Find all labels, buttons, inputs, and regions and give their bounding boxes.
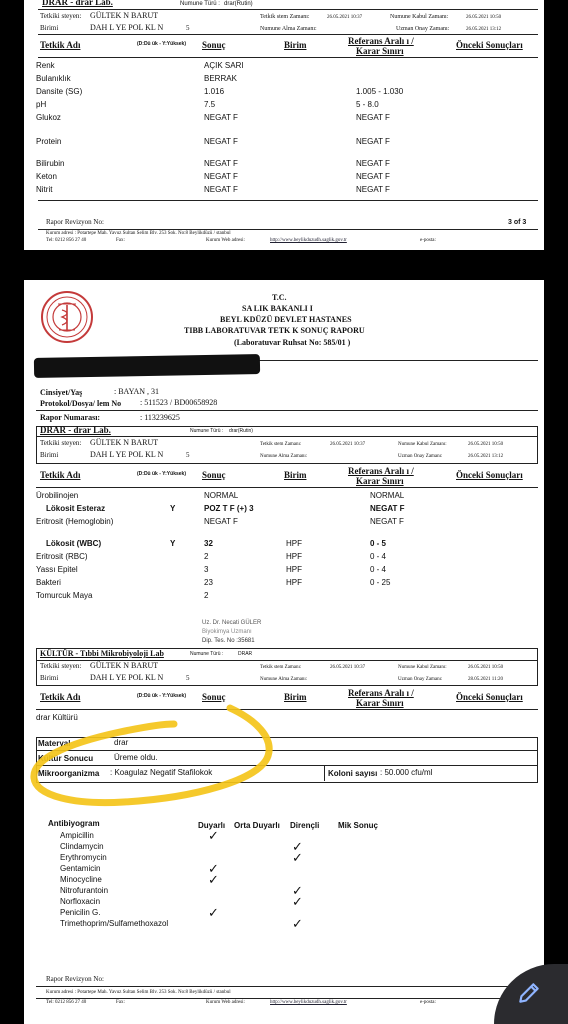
col-ref-2: Karar Sınırı: [356, 46, 404, 56]
footer-fax: Fax:: [116, 238, 125, 243]
col-result: Sonuç: [202, 40, 226, 50]
row-result: NEGAT F: [204, 137, 238, 146]
unit: DAH L YE POL KL N: [90, 23, 164, 32]
report-page-3-footer: [24, 236, 544, 250]
row-test-name: Bulanıklık: [36, 74, 71, 83]
row-reference: NEGAT F: [356, 113, 390, 122]
row-result: 32: [204, 539, 213, 548]
protocol-label: Protokol/Dosya/ lem No: [40, 399, 122, 408]
unit-no: 5: [186, 24, 190, 32]
susceptible-check-icon: ✓: [208, 872, 219, 887]
page-number: 3 of 3: [508, 219, 527, 226]
row-test-name: Tomurcuk Maya: [36, 591, 93, 600]
row-test-name: Eritrosit (Hemoglobin): [36, 517, 114, 526]
col-unit: Birim: [284, 470, 307, 480]
row-test-name: Bilirubin: [36, 159, 65, 168]
culture-result-label: Kültür Sonucu: [38, 754, 94, 763]
col-flag: (D:Dü ük - Y:Yüksek): [137, 471, 186, 477]
ab-col-s: Duyarlı: [198, 821, 226, 830]
drar-requester-label: Tetkiki steyen:: [40, 439, 82, 447]
culture-result: Üreme oldu.: [114, 753, 158, 762]
culture-col-ref-1: Referans Aralı ı /: [348, 688, 414, 698]
footer-email-2: e-posta:: [420, 1000, 436, 1005]
resistant-check-icon: ✓: [292, 839, 303, 854]
resistant-check-icon: ✓: [292, 883, 303, 898]
drar-request-time: 26.05.2021 10:37: [330, 442, 366, 447]
row-result: BERRAK: [204, 74, 237, 83]
redaction: [34, 354, 260, 378]
signature-diploma: Dip. Tes. No :35681: [202, 638, 255, 644]
colony-count: : 50.000 cfu/ml: [380, 768, 433, 777]
requester: GÜLTEK N BARUT: [90, 11, 159, 20]
row-result: 2: [204, 552, 209, 561]
signature-title: Biyokimya Uzmanı: [202, 629, 252, 635]
culture-requester-label: Tetkiki steyen:: [40, 662, 82, 670]
row-reference: NEGAT F: [356, 172, 390, 181]
row-result: 7.5: [204, 100, 216, 109]
protocol: : 511523 / BD00658928: [140, 398, 218, 407]
resistant-check-icon: ✓: [292, 916, 303, 931]
row-reference: NEGAT F: [370, 517, 404, 526]
col-prev: Önceki Sonuçları: [456, 40, 523, 50]
susceptible-check-icon: ✓: [208, 905, 219, 920]
request-time: 26.05.2021 10:37: [327, 15, 363, 20]
col-result: Sonuç: [202, 470, 226, 480]
footer-web-label-2: Kurum Web adresi:: [206, 1000, 245, 1005]
ab-col-name: Antibiyogram: [48, 819, 100, 828]
row-test-name: Lökosit (WBC): [46, 539, 102, 548]
culture-approval-time: 28.05.2021 11:20: [468, 677, 503, 682]
ministry-logo: [40, 290, 94, 344]
row-reference: 1.005 - 1.030: [356, 87, 404, 96]
requester-label: Tetkiki steyen:: [40, 12, 82, 20]
drar-accept-time: 26.05.2021 10:50: [468, 442, 504, 447]
row-reference: 0 - 5: [370, 539, 387, 548]
culture-unit: DAH L YE POL KL N: [90, 673, 164, 682]
title-report: TIBB LABORATUVAR TETK K SONUÇ RAPORU: [184, 326, 365, 335]
row-reference: NEGAT F: [356, 137, 390, 146]
antibiotic-name: Clindamycin: [60, 842, 104, 851]
material: drar: [114, 738, 129, 747]
culture-col-ref-2: Karar Sınırı: [356, 698, 404, 708]
sample-type: drar(Rutin): [224, 1, 253, 7]
title-tc: T.C.: [272, 293, 287, 302]
row-reference: 0 - 25: [370, 578, 391, 587]
organism: : Koagulaz Negatif Stafilokok: [110, 768, 213, 777]
signature-name: Uz. Dr. Necati GÜLER: [202, 620, 262, 626]
col-ref-1: Referans Aralı ı /: [348, 466, 414, 476]
antibiotic-name: Minocycline: [60, 875, 102, 884]
antibiotic-name: Nitrofurantoin: [60, 886, 109, 895]
culture-col-unit: Birim: [284, 692, 307, 702]
organism-label: Mikroorganizma: [38, 769, 100, 778]
culture-section-title: KÜLTÜR - Tıbbi Mikrobiyoloji Lab: [40, 649, 164, 658]
title-license: (Laboratuvar Ruhsat No: 585/01 ): [234, 338, 351, 347]
row-result: AÇIK SARI: [204, 61, 244, 70]
row-test-name: Yassı Epitel: [36, 565, 78, 574]
row-result: POZ T F (+) 3: [204, 504, 254, 513]
row-test-name: Protein: [36, 137, 62, 146]
row-flag: Y: [170, 504, 176, 513]
culture-accept-time-label: Numune Kabul Zamanı:: [398, 665, 447, 670]
drar-sample-type-label: Numune Türü :: [190, 428, 224, 434]
accept-time: 26.05.2021 10:50: [466, 15, 502, 20]
drar-sample-type: drar(Rutin): [229, 428, 253, 434]
row-unit: HPF: [286, 539, 302, 548]
section-title: DRAR - drar Lab.: [42, 0, 113, 7]
colony-label: Koloni sayısı: [328, 769, 378, 778]
revision-label: Rapor Revizyon No:: [46, 218, 104, 226]
report-page-1: [24, 280, 544, 1024]
ab-col-i: Orta Duyarlı: [234, 821, 280, 830]
sampling-time-label: Numune Alma Zamanı:: [260, 26, 317, 32]
culture-accept-time: 26.05.2021 10:50: [468, 665, 504, 670]
culture-requester: GÜLTEK N BARUT: [90, 661, 159, 670]
footer-email: e-posta:: [420, 238, 436, 243]
material-label: Materyal: [38, 739, 71, 748]
resistant-check-icon: ✓: [292, 850, 303, 865]
request-time-label: Tetkik stem Zamanı:: [260, 14, 310, 20]
drar-unit-label: Birimi: [40, 451, 59, 459]
drar-sampling-time-label: Numune Alma Zamanı:: [260, 454, 308, 459]
row-test-name: Renk: [36, 61, 55, 70]
footer-tel-2: Tel: 0212 856 27 40: [46, 1000, 87, 1005]
unit-label: Birimi: [40, 24, 59, 32]
row-reference: NEGAT F: [356, 159, 390, 168]
row-reference: 5 - 8.0: [356, 100, 379, 109]
footer-tel: Tel: 0212 856 27 40: [46, 238, 87, 243]
drar-unit-no: 5: [186, 451, 190, 459]
col-prev: Önceki Sonuçları: [456, 470, 523, 480]
title-ministry: SA LIK BAKANLI I: [242, 304, 313, 313]
col-ref-2: Karar Sınırı: [356, 476, 404, 486]
row-test-name: Nitrit: [36, 185, 53, 194]
culture-sample-type: DRAR: [238, 651, 253, 657]
row-test-name: Lökosit Esteraz: [46, 504, 106, 513]
footer-web-label: Kurum Web adresi:: [206, 238, 245, 243]
col-ref-1: Referans Aralı ı /: [348, 36, 414, 46]
drar-accept-time-label: Numune Kabul Zamanı:: [398, 442, 447, 447]
row-test-name: Glukoz: [36, 113, 61, 122]
accept-time-label: Numune Kabul Zamanı:: [390, 14, 449, 20]
report-number: : 113239625: [140, 413, 180, 422]
footer-fax-2: Fax:: [116, 1000, 125, 1005]
antibiotic-name: Trimethoprim/Sulfamethoxazol: [60, 919, 169, 928]
row-flag: Y: [170, 539, 176, 548]
culture-col-prev: Önceki Sonuçları: [456, 692, 523, 702]
approval-time-label: Uzman Onay Zamanı:: [396, 26, 450, 32]
gender: : BAYAN , 31: [114, 387, 160, 396]
row-result: NEGAT F: [204, 185, 238, 194]
footer-address-2: Kurum adresi : Potartepe Mah. Yavuz Sultan Selim Blv. 253 Sok. No:8 Beylikdüzü / stanbul: [46, 990, 231, 995]
row-test-name: Bakteri: [36, 578, 61, 587]
culture-sample-type-label: Numune Türü :: [190, 651, 224, 657]
row-result: NEGAT F: [204, 113, 238, 122]
row-test-name: Eritrosit (RBC): [36, 552, 88, 561]
row-result: 1.016: [204, 87, 225, 96]
culture-col-flag: (D:Dü ük - Y:Yüksek): [137, 693, 186, 699]
culture-col-test: Tetkik Adı: [40, 692, 81, 702]
footer-address: Kurum adresi : Potartepe Mah. Yavuz Sultan Selim Blv. 253 Sok. No:8 Beylikdüzü / stanbul: [46, 231, 231, 236]
row-result: NORMAL: [204, 491, 239, 500]
row-reference: NORMAL: [370, 491, 405, 500]
gender-label: Cinsiyet/Yaş: [40, 388, 83, 397]
row-reference: NEGAT F: [356, 185, 390, 194]
report-number-label: Rapor Numarası:: [40, 413, 101, 422]
resistant-check-icon: ✓: [292, 894, 303, 909]
footer-web[interactable]: http://www.beylikduzudh.saglik.gov.tr: [270, 238, 347, 243]
antibiotic-name: Norfloxacin: [60, 897, 101, 906]
row-test-name: Keton: [36, 172, 57, 181]
drar-requester: GÜLTEK N BARUT: [90, 438, 159, 447]
drar-unit: DAH L YE POL KL N: [90, 450, 164, 459]
drar-section-title: DRAR - drar Lab.: [40, 425, 111, 435]
drar-approval-time: 26.05.2021 13:12: [468, 454, 504, 459]
col-test: Tetkik Adı: [40, 40, 81, 50]
pencil-icon: [516, 980, 542, 1006]
row-result: NEGAT F: [204, 172, 238, 181]
culture-approval-time-label: Uzman Onay Zamanı:: [398, 677, 443, 682]
row-test-name: pH: [36, 100, 47, 109]
row-result: NEGAT F: [204, 159, 238, 168]
row-test-name: Ürobilinojen: [36, 491, 79, 500]
culture-unit-no: 5: [186, 674, 190, 682]
antibiotic-name: Gentamicin: [60, 864, 101, 873]
col-flag: (D:Dü ük - Y:Yüksek): [137, 41, 186, 47]
row-unit: HPF: [286, 578, 302, 587]
row-result: NEGAT F: [204, 517, 238, 526]
antibiotic-name: Ampicillin: [60, 831, 94, 840]
row-unit: HPF: [286, 552, 302, 561]
col-unit: Birim: [284, 40, 307, 50]
row-reference: 0 - 4: [370, 552, 387, 561]
row-reference: 0 - 4: [370, 565, 387, 574]
row-unit: HPF: [286, 565, 302, 574]
sample-type-label: Numune Türü :: [180, 1, 220, 7]
col-test: Tetkik Adı: [40, 470, 81, 480]
ab-col-r: Dirençli: [290, 821, 320, 830]
report-page-3: [24, 0, 544, 236]
susceptible-check-icon: ✓: [208, 861, 219, 876]
drar-request-time-label: Tetkik stem Zamanı:: [260, 442, 302, 447]
ab-col-mic: Mik Sonuç: [338, 821, 379, 830]
row-result: 23: [204, 578, 213, 587]
antibiotic-name: Erythromycin: [60, 853, 107, 862]
culture-request-time-label: Tetkik stem Zamanı:: [260, 665, 302, 670]
row-reference: NEGAT F: [370, 504, 405, 513]
row-test-name: Dansite (SG): [36, 87, 83, 96]
culture-request-time: 26.05.2021 10:37: [330, 665, 366, 670]
row-result: 3: [204, 565, 209, 574]
revision-label-2: Rapor Revizyon No:: [46, 975, 104, 983]
highlighter-annotation: [24, 698, 294, 818]
drar-approval-time-label: Uzman Onay Zamanı:: [398, 454, 443, 459]
title-hospital: BEYL KDÜZÜ DEVLET HASTANES: [220, 315, 352, 324]
footer-web-2[interactable]: http://www.beylikduzudh.saglik.gov.tr: [270, 1000, 347, 1005]
culture-unit-label: Birimi: [40, 674, 59, 682]
culture-row: drar Kültürü: [36, 713, 78, 722]
antibiotic-name: Penicilin G.: [60, 908, 101, 917]
culture-sampling-time-label: Numune Alma Zamanı:: [260, 677, 308, 682]
culture-col-result: Sonuç: [202, 692, 226, 702]
row-result: 2: [204, 591, 209, 600]
susceptible-check-icon: ✓: [208, 828, 219, 843]
approval-time: 26.05.2021 13:12: [466, 27, 502, 32]
